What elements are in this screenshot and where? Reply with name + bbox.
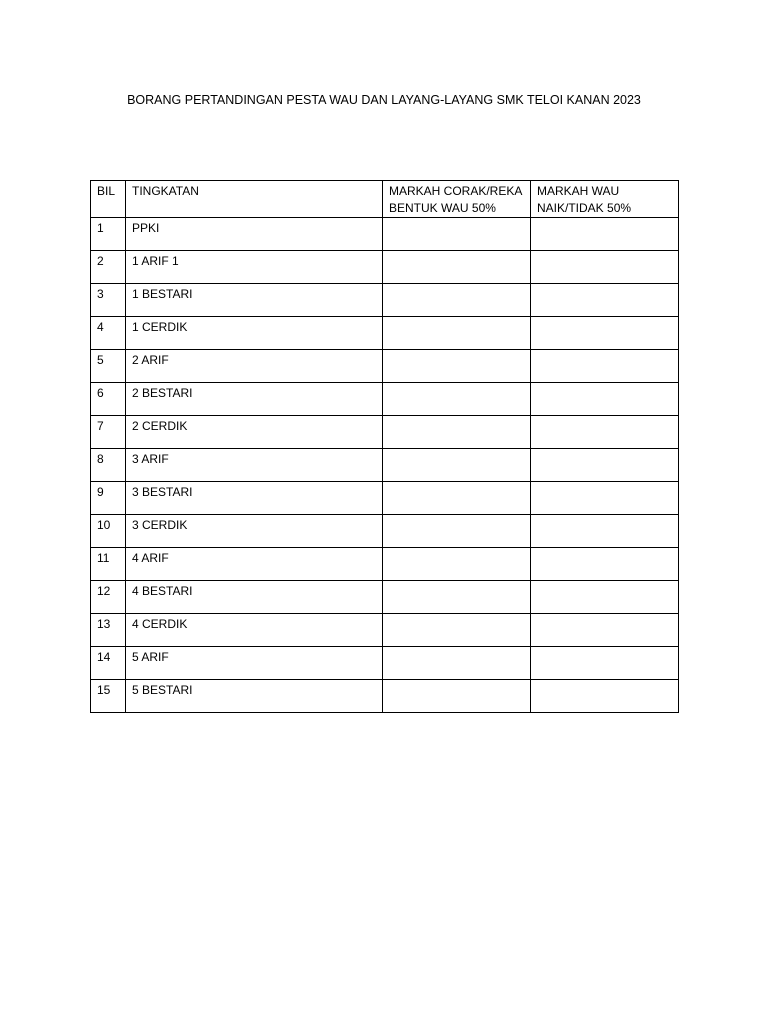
cell-markah-corak[interactable] [383, 449, 531, 482]
cell-tingkatan: 4 CERDIK [126, 614, 383, 647]
cell-bil: 10 [91, 515, 126, 548]
cell-tingkatan: 5 BESTARI [126, 680, 383, 713]
cell-bil: 6 [91, 383, 126, 416]
cell-markah-naik[interactable] [531, 482, 679, 515]
cell-markah-naik[interactable] [531, 416, 679, 449]
cell-markah-corak[interactable] [383, 218, 531, 251]
cell-markah-corak[interactable] [383, 548, 531, 581]
cell-bil: 4 [91, 317, 126, 350]
cell-markah-naik[interactable] [531, 449, 679, 482]
cell-markah-naik[interactable] [531, 383, 679, 416]
cell-tingkatan: PPKI [126, 218, 383, 251]
cell-tingkatan: 5 ARIF [126, 647, 383, 680]
header-bil-label: BIL [97, 184, 116, 198]
header-markah-naik-line2: NAIK/TIDAK 50% [537, 201, 632, 215]
score-table [90, 180, 679, 713]
table-row [91, 614, 679, 647]
cell-tingkatan: 1 ARIF 1 [126, 251, 383, 284]
cell-markah-naik[interactable] [531, 251, 679, 284]
cell-tingkatan: 2 BESTARI [126, 383, 383, 416]
document-title: BORANG PERTANDINGAN PESTA WAU DAN LAYANG-LAYANG SMK TELOI KANAN 2023 [127, 93, 641, 107]
cell-markah-corak[interactable] [383, 383, 531, 416]
cell-markah-corak[interactable] [383, 482, 531, 515]
cell-bil: 7 [91, 416, 126, 449]
cell-markah-corak[interactable] [383, 647, 531, 680]
table-row [91, 647, 679, 680]
table-header-row [91, 181, 679, 218]
cell-markah-naik[interactable] [531, 218, 679, 251]
cell-bil: 11 [91, 548, 126, 581]
cell-markah-naik[interactable] [531, 680, 679, 713]
cell-tingkatan: 1 BESTARI [126, 284, 383, 317]
cell-markah-naik[interactable] [531, 581, 679, 614]
cell-markah-naik[interactable] [531, 548, 679, 581]
cell-bil: 8 [91, 449, 126, 482]
cell-markah-corak[interactable] [383, 680, 531, 713]
cell-bil: 13 [91, 614, 126, 647]
cell-bil: 5 [91, 350, 126, 383]
cell-markah-naik[interactable] [531, 317, 679, 350]
cell-tingkatan: 3 BESTARI [126, 482, 383, 515]
cell-markah-corak[interactable] [383, 317, 531, 350]
table-row [91, 251, 679, 284]
cell-bil: 1 [91, 218, 126, 251]
header-markah-corak [383, 181, 531, 218]
cell-bil: 12 [91, 581, 126, 614]
cell-tingkatan: 4 ARIF [126, 548, 383, 581]
table-row [91, 482, 679, 515]
cell-markah-corak[interactable] [383, 284, 531, 317]
cell-tingkatan: 3 CERDIK [126, 515, 383, 548]
header-bil [91, 181, 126, 218]
cell-markah-corak[interactable] [383, 350, 531, 383]
cell-markah-naik[interactable] [531, 350, 679, 383]
cell-bil: 9 [91, 482, 126, 515]
table-row [91, 284, 679, 317]
cell-markah-corak[interactable] [383, 614, 531, 647]
cell-tingkatan: 2 ARIF [126, 350, 383, 383]
header-markah-naik-line1: MARKAH WAU [537, 184, 620, 198]
cell-markah-corak[interactable] [383, 416, 531, 449]
table-row [91, 218, 679, 251]
header-markah-corak-line1: MARKAH CORAK/REKA [389, 184, 523, 198]
table-row [91, 548, 679, 581]
cell-markah-naik[interactable] [531, 284, 679, 317]
cell-bil: 15 [91, 680, 126, 713]
header-markah-naik [531, 181, 679, 218]
table-row [91, 680, 679, 713]
table-row [91, 449, 679, 482]
header-tingkatan-label: TINGKATAN [132, 184, 199, 198]
cell-bil: 14 [91, 647, 126, 680]
table-row [91, 515, 679, 548]
table-row [91, 581, 679, 614]
cell-markah-corak[interactable] [383, 251, 531, 284]
cell-markah-naik[interactable] [531, 614, 679, 647]
cell-markah-corak[interactable] [383, 515, 531, 548]
cell-tingkatan: 2 CERDIK [126, 416, 383, 449]
header-tingkatan [126, 181, 383, 218]
cell-markah-naik[interactable] [531, 647, 679, 680]
cell-tingkatan: 4 BESTARI [126, 581, 383, 614]
cell-bil: 3 [91, 284, 126, 317]
cell-tingkatan: 1 CERDIK [126, 317, 383, 350]
cell-bil: 2 [91, 251, 126, 284]
table-row [91, 350, 679, 383]
cell-markah-naik[interactable] [531, 515, 679, 548]
header-markah-corak-line2: BENTUK WAU 50% [389, 201, 496, 215]
table-row [91, 416, 679, 449]
cell-markah-corak[interactable] [383, 581, 531, 614]
table-row [91, 383, 679, 416]
table-row [91, 317, 679, 350]
cell-tingkatan: 3 ARIF [126, 449, 383, 482]
